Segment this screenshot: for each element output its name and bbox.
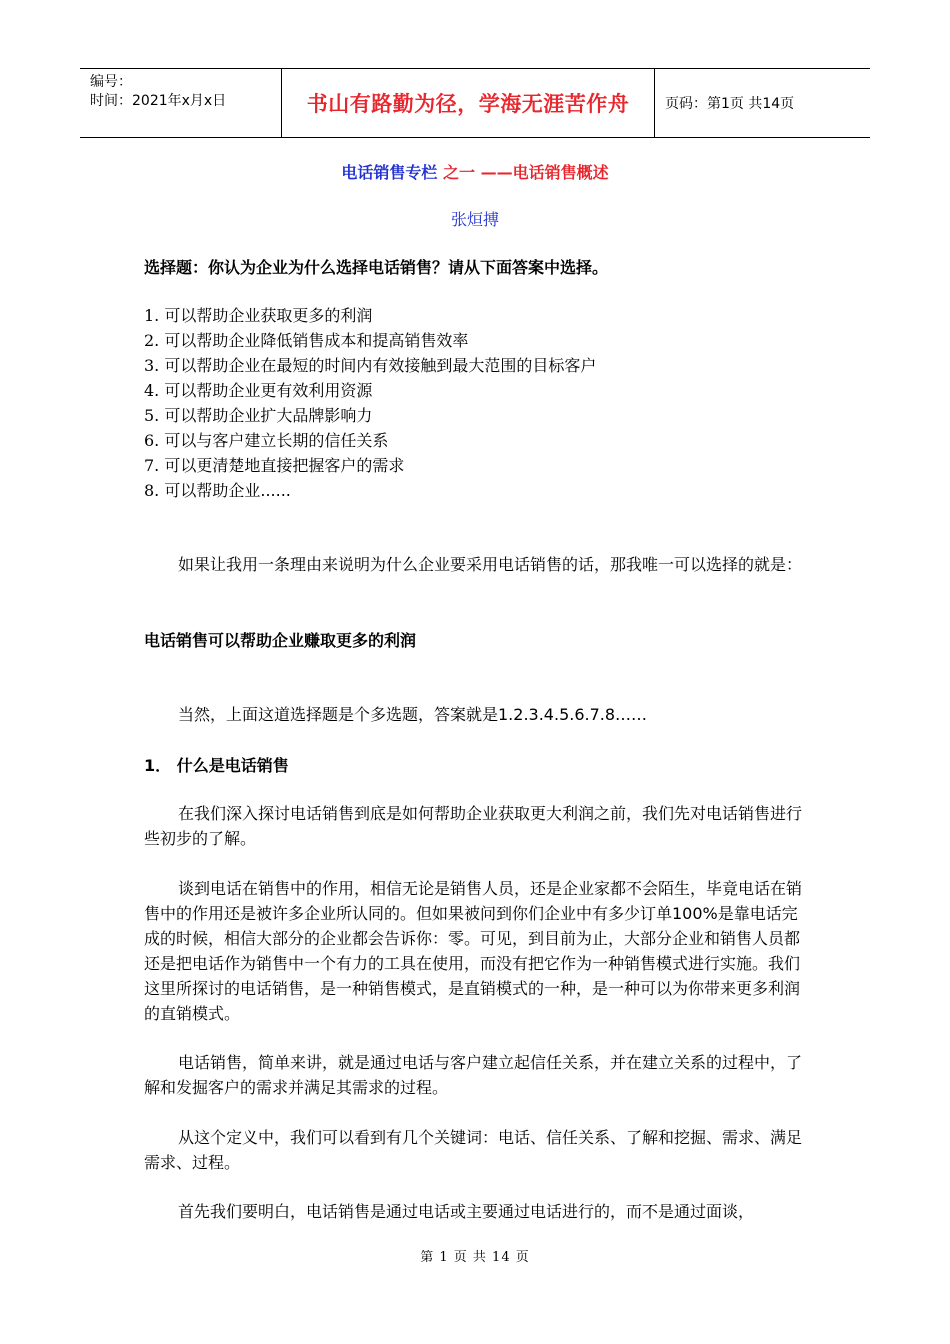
motto: 书山有路勤为径，学海无涯苦作舟	[306, 91, 630, 116]
section-1-heading: 1． 什么是电话销售	[144, 756, 289, 775]
list-item: 5. 可以帮助企业扩大品牌影响力	[144, 406, 373, 425]
paragraph: 从这个定义中，我们可以看到有几个关键词：电话、信任关系、了解和挖掘、需求、满足需求、过程。	[144, 1128, 803, 1172]
header-meta	[80, 69, 282, 137]
list-item: 7. 可以更清楚地直接把握客户的需求	[144, 456, 405, 475]
paragraph: 电话销售，简单来讲，就是通过电话与客户建立起信任关系，并在建立关系的过程中，了解和发掘客户的需求并满足其需求的过程。	[144, 1053, 803, 1097]
title-part2: 之一 ——电话销售概述	[443, 163, 609, 182]
page-footer: 第 1 页 共 14 页	[420, 1250, 530, 1265]
list-item: 8. 可以帮助企业......	[144, 481, 291, 500]
page-label: 页码：第1页 共14页	[665, 96, 795, 112]
question: 选择题：你认为企业为什么选择电话销售？请从下面答案中选择。	[144, 258, 609, 277]
conclusion: 电话销售可以帮助企业赚取更多的利润	[144, 631, 417, 650]
author: 张烜搏	[450, 210, 499, 229]
document-title	[0, 160, 950, 183]
para-reason: 如果让我用一条理由来说明为什么企业要采用电话销售的话，那我唯一可以选择的就是：	[178, 555, 803, 574]
paragraph: 谈到电话在销售中的作用，相信无论是销售人员，还是企业家都不会陌生，毕竟电话在销售中的作用还是被许多企业所认同的。但如果被问到你们企业中有多少订单100%是靠电话完成的时候，相信大部分的企业都会告诉你：零。可见，到目前为止，大部分企业和销售人员都还是把电话作为销售中一个有力的工具在使用，而没有把它作为一种销售模式进行实施。我们这里所探讨的电话销售，是一种销售模式，是直销模式的一种，是一种可以为你带来更多利润的直销模式。	[144, 879, 803, 1023]
options-list	[144, 303, 804, 503]
time-label: 时间：2021年x月x日	[90, 93, 227, 109]
list-item: 3. 可以帮助企业在最短的时间内有效接触到最大范围的目标客户	[144, 356, 597, 375]
title-part1: 电话销售专栏	[341, 163, 438, 182]
page-header	[80, 68, 870, 138]
paragraph: 首先我们要明白，电话销售是通过电话或主要通过电话进行的，而不是通过面谈，	[178, 1202, 755, 1221]
para-answer: 当然，上面这道选择题是个多选题，答案就是1.2.3.4.5.6.7.8……	[178, 705, 648, 724]
code-label: 编号：	[90, 74, 132, 90]
header-page-cell	[655, 69, 870, 137]
list-item: 4. 可以帮助企业更有效利用资源	[144, 381, 373, 400]
header-motto-cell	[282, 69, 655, 137]
list-item: 1. 可以帮助企业获取更多的利润	[144, 306, 373, 325]
list-item: 2. 可以帮助企业降低销售成本和提高销售效率	[144, 331, 469, 350]
list-item: 6. 可以与客户建立长期的信任关系	[144, 431, 389, 450]
paragraph: 在我们深入探讨电话销售到底是如何帮助企业获取更大利润之前，我们先对电话销售进行些初步的了解。	[144, 804, 803, 848]
